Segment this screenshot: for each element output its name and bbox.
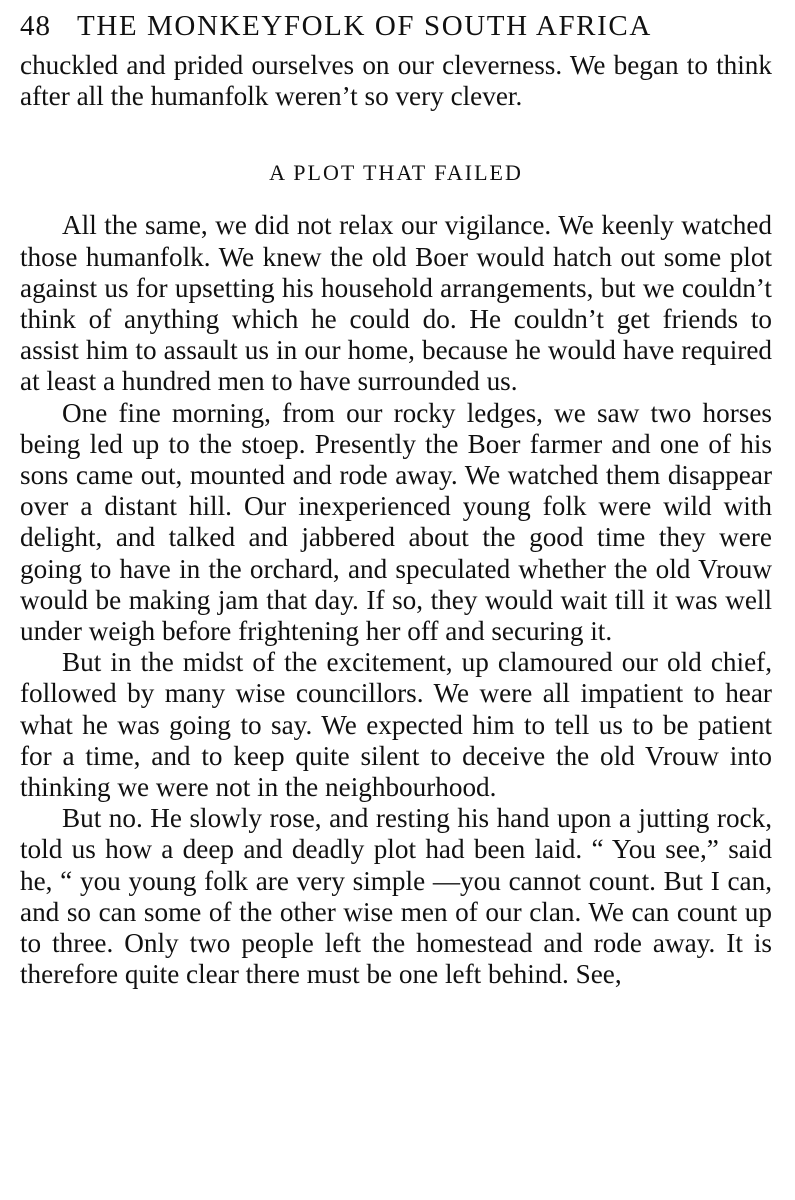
- continuation-paragraph: chuckled and prided ourselves on our cleverness. We began to think after all the humanfolk weren’t so very clever.: [20, 50, 772, 112]
- paragraph-2: One fine morning, from our rocky ledges, we saw two horses being led up to the stoep. Presently the Boer farmer and one of his sons came out, mounted and rode away. We watched them disappear over a distant hill. Our inexperienced young folk were wild with delight, and talked and jabbered about the good time they were going to have in the orchard, and speculated whether the old Vrouw would be making jam that day. If so, they would wait till it was well under weigh before frightening her off and securing it.: [20, 397, 772, 647]
- paragraph-3: But in the midst of the excitement, up clamoured our old chief, followed by many wise councillors. We were all impatient to hear what he was going to say. We expected him to tell us to be patient for a time, and to keep quite silent to deceive the old Vrouw into thinking we were not in the neighbourhood.: [20, 647, 772, 803]
- page-number: 48: [20, 10, 51, 42]
- section-heading: A PLOT THAT FAILED: [269, 160, 523, 186]
- running-head: [20, 10, 772, 50]
- paragraph-1: All the same, we did not relax our vigilance. We keenly watched those humanfolk. We knew the old Boer would hatch out some plot against us for upsetting his household arrangements, but we couldn’t think of anything which he could do. He couldn’t get friends to assist him to assault us in our home, because he would have required at least a hundred men to have surrounded us.: [20, 210, 772, 397]
- book-page: [20, 10, 772, 990]
- paragraph-4: But no. He slowly rose, and resting his hand upon a jutting rock, told us how a deep and deadly plot had been laid. “ You see,” said he, “ you young folk are very simple —you cannot count. But I can, and so can some of the other wise men of our clan. We can count up to three. Only two people left the homestead and rode away. It is therefore quite clear there must be one left behind. See,: [20, 803, 772, 990]
- running-title: THE MONKEYFOLK OF SOUTH AFRICA: [77, 10, 652, 42]
